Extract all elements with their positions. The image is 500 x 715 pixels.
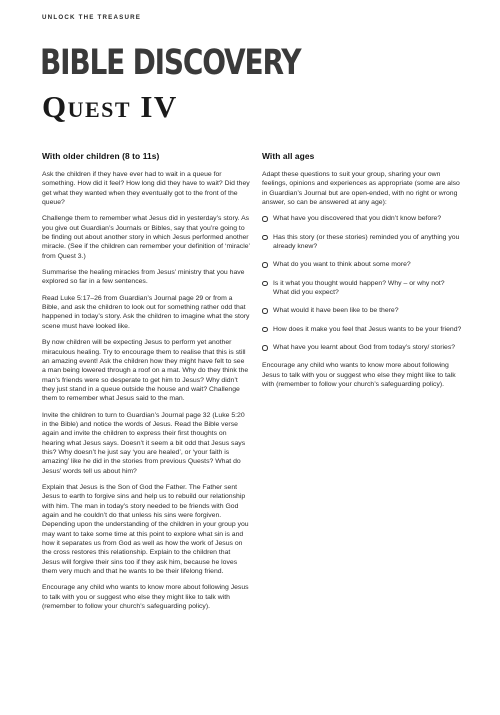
circle-bullet-icon bbox=[262, 216, 268, 222]
right-column-heading: With all ages bbox=[262, 151, 315, 161]
paragraph: Read Luke 5:17–26 from Guardian’s Journal page 29 or from a Bible, and ask the children to look out for something rather odd that happened in today’s story. Ask the children to imagine what the story scene must have looked like. bbox=[42, 294, 250, 330]
intro-paragraph: Adapt these questions to suit your group, sharing your own feelings, opinions and experiences as appropriate (some are also in Guardian’s Journal but are open-ended, with no right or wrong answer, so can be answered at any age): bbox=[262, 171, 460, 207]
circle-bullet-icon bbox=[262, 262, 268, 268]
page-title: BIBLE DISCOVERY bbox=[40, 43, 301, 83]
question-text: What have you learnt about God from today’s story/ stories? bbox=[273, 344, 456, 352]
left-column-heading: With older children (8 to 11s) bbox=[42, 151, 160, 161]
circle-bullet-icon bbox=[262, 235, 268, 241]
question-list bbox=[262, 214, 462, 352]
question-text: What have you discovered that you didn’t know before? bbox=[273, 215, 442, 223]
paragraph: Explain that Jesus is the Son of God the Father. The Father sent Jesus to earth to forgive sins and help us to rebuild our relationship with him. The man in today’s story needed to be friends with God again and he couldn’t do that unless his sins were forgiven. Depending upon the understanding of the children in your group you may want to take some time at this point to explore what sin is and how it separates us from God as well as how the work of Jesus on the cross restores this relationship. Explain to the children that Jesus will forgive their sins too if they ask him, because he loves them very much and that he wants to be their lifelong friend. bbox=[42, 483, 249, 576]
page-subtitle: Quest IV bbox=[42, 89, 178, 124]
closing-paragraph: Encourage any child who wants to know more about following Jesus to talk with you or suggest who else they might like to talk with (remember to follow your church’s safeguarding policy). bbox=[262, 362, 456, 389]
list-item bbox=[262, 214, 462, 223]
paragraph: Summarise the healing miracles from Jesus’ ministry that you have explored so far in a few sentences. bbox=[42, 269, 245, 286]
paragraph: Encourage any child who wants to know more about following Jesus to talk with you or suggest who else they might like to talk with (remember to follow your church’s safeguarding policy). bbox=[42, 584, 249, 611]
question-text: Is it what you thought would happen? Why – or why not? What did you expect? bbox=[273, 279, 445, 297]
paragraph: By now children will be expecting Jesus to perform yet another miraculous healing. Try to encourage them to realise that this is still an amazing event! Ask the children how they might have felt to see a man being lowered through a roof on a mat. Why do they think the man’s friends were so desperate to get him to Jesus? Why didn’t they just stand in a queue outside the house and wait? Challenge them to remember what Jesus said to the man. bbox=[42, 339, 249, 403]
question-text: Has this story (or these stories) reminded you of anything you already knew? bbox=[273, 233, 460, 251]
question-text: What would it have been like to be there? bbox=[273, 307, 399, 315]
circle-bullet-icon bbox=[262, 327, 268, 333]
question-text: What do you want to think about some more? bbox=[273, 261, 411, 269]
list-item bbox=[262, 279, 462, 298]
running-head: UNLOCK THE TREASURE bbox=[42, 14, 142, 21]
list-item bbox=[262, 260, 462, 269]
list-item bbox=[262, 343, 462, 352]
paragraph: Challenge them to remember what Jesus did in yesterday’s story. As you give out Guardian’s Journals or Bibles, say that you’re going to be finding out about another story in which Jesus performed another miracle. (See if the children can remember your definition of ‘miracle’ from Quest 3.) bbox=[42, 215, 250, 260]
circle-bullet-icon bbox=[262, 308, 268, 314]
circle-bullet-icon bbox=[262, 345, 268, 351]
left-column bbox=[42, 151, 250, 618]
right-column bbox=[262, 151, 462, 397]
list-item bbox=[262, 233, 462, 252]
paragraph: Invite the children to turn to Guardian’s Journal page 32 (Luke 5:20 in the Bible) and notice the words of Jesus. Read the Bible verse again and invite the children to express their first thoughts on hearing what Jesus says. Doesn’t it seem a bit odd that Jesus says this? Why doesn’t he just say ‘you are healed’, or ‘your faith is amazing’ like he did in the stories from previous Quests? What do Jesus’ words tell us about him? bbox=[42, 411, 246, 475]
circle-bullet-icon bbox=[262, 281, 268, 287]
list-item bbox=[262, 306, 462, 315]
question-text: How does it make you feel that Jesus wants to be your friend? bbox=[273, 325, 462, 333]
paragraph: Ask the children if they have ever had to wait in a queue for something. How did it feel? How long did they have to wait? Did they get what they wanted when they eventually got to the front of the queue? bbox=[42, 171, 250, 207]
list-item bbox=[262, 325, 462, 334]
